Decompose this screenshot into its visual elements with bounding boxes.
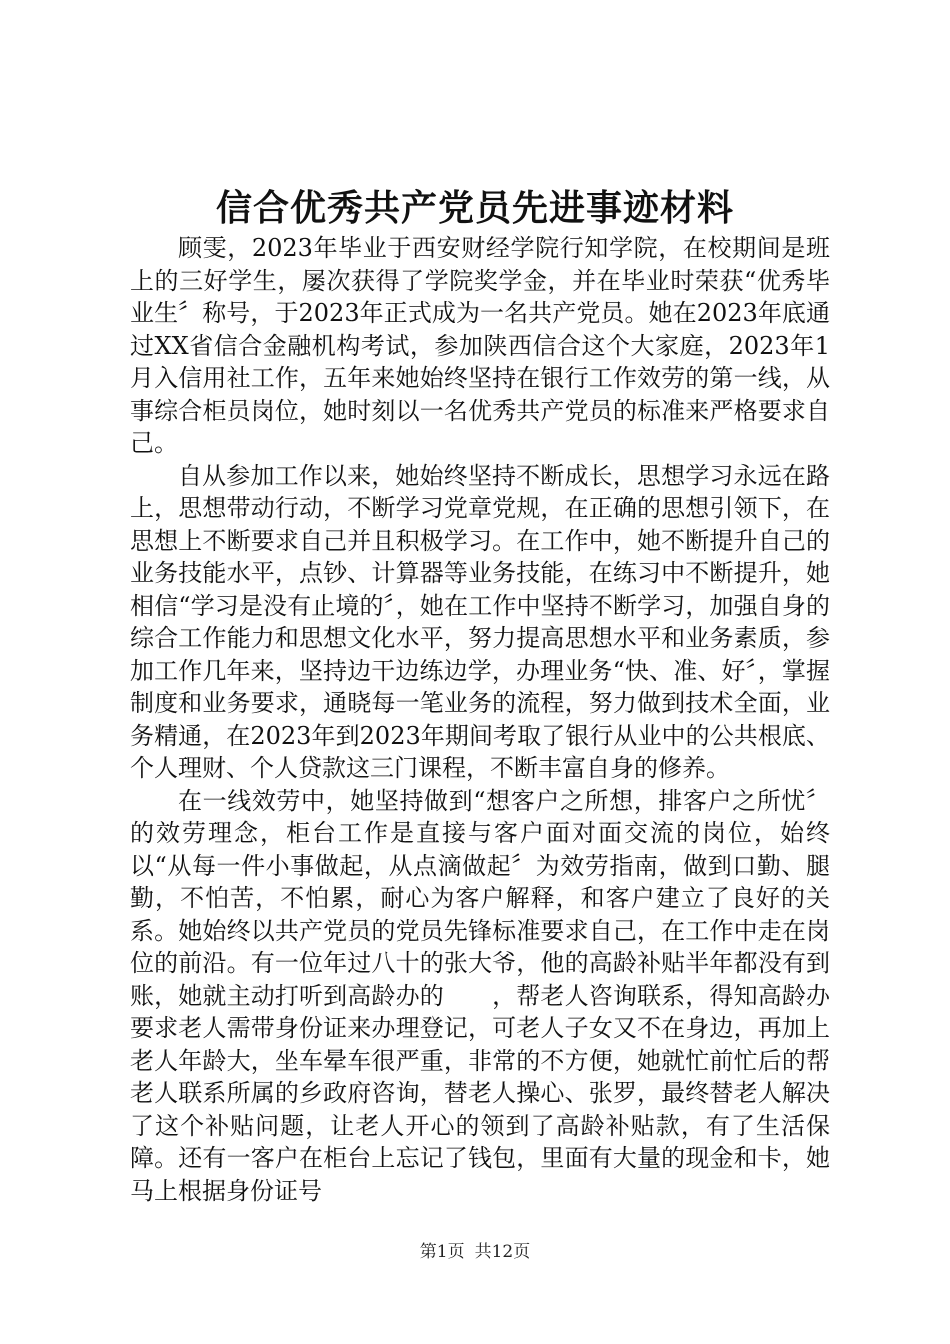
page-total: 共12页: [474, 1242, 531, 1262]
page-footer: [0, 1240, 950, 1264]
paragraph: 顾雯，2023年毕业于西安财经学院行知学院，在校期间是班上的三好学生，屡次获得了学院奖学金，并在毕业时荣获“优秀毕业生〞称号，于2023年正式成为一名共产党员。她在2023年底通过XX省信合金融机构考试，参加陕西信合这个大家庭，2023年1月入信用社工作，五年来她始终坚持在银行工作效劳的第一线，从事综合柜员岗位，她时刻以一名优秀共产党员的标准来严格要求自己。: [130, 234, 830, 457]
document-title: 信合优秀共产党员先进事迹材料: [215, 187, 734, 229]
document-body: [130, 232, 830, 1207]
page-number: 第1页: [419, 1242, 465, 1262]
paragraph: 自从参加工作以来，她始终坚持不断成长，思想学习永远在路上，思想带动行动，不断学习党章党规，在正确的思想引领下，在思想上不断要求自己并且积极学习。在工作中，她不断提升自己的业务技能水平，点钞、计算器等业务技能，在练习中不断提升，她相信“学习是没有止境的〞，她在工作中坚持不断学习，加强自身的综合工作能力和思想文化水平，努力提高思想水平和业务素质，参加工作几年来，坚持边干边练边学，办理业务“快、准、好〞，掌握制度和业务要求，通晓每一笔业务的流程，努力做到技术全面，业务精通，在2023年到2023年期间考取了银行从业中的公共根底、个人理财、个人贷款这三门课程，不断丰富自身的修养。: [130, 461, 830, 782]
paragraph: 在一线效劳中，她坚持做到“想客户之所想，排客户之所忧〞的效劳理念，柜台工作是直接与客户面对面交流的岗位，始终以“从每一件小事做起，从点滴做起〞为效劳指南，做到口勤、腿勤，不怕苦，不怕累，耐心为客户解释，和客户建立了良好的关系。她始终以共产党员的党员先锋标准要求自己，在工作中走在岗位的前沿。有一位年过八十的张大爷，他的高龄补贴半年都没有到账，她就主动打听到高龄办的 ，帮老人咨询联系，得知高龄办要求老人需带身份证来办理登记，可老人子女又不在身边，再加上老人年龄大，坐车晕车很严重，非常的不方便，她就忙前忙后的帮老人联系所属的乡政府咨询，替老人操心、张罗，最终替老人解决了这个补贴问题，让老人开心的领到了高龄补贴款，有了生活保障。还有一客户在柜台上忘记了钱包，里面有大量的现金和卡，她马上根据身份证号: [130, 786, 830, 1205]
